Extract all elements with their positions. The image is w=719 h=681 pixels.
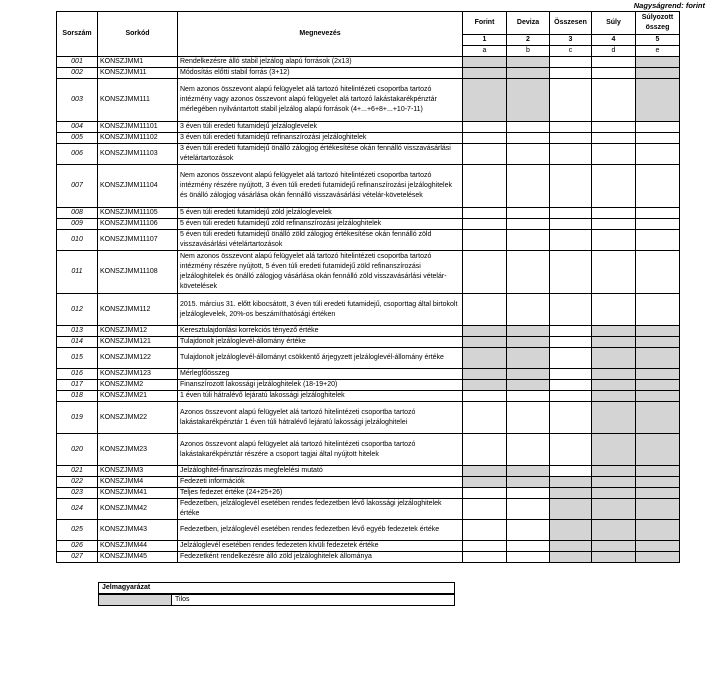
value-cell[interactable] — [463, 208, 507, 219]
table-row — [57, 499, 680, 520]
row-code: KONSZJMM11101 — [98, 122, 178, 133]
value-cell — [592, 434, 636, 466]
value-cell — [550, 477, 592, 488]
value-cell[interactable] — [636, 165, 680, 208]
header-num-2: 2 — [507, 35, 550, 46]
value-cell — [636, 337, 680, 348]
value-cell — [463, 466, 507, 477]
row-code: KONSZJMM121 — [98, 337, 178, 348]
row-description: Keresztulajdonlási korrekciós tényező értéke — [178, 326, 463, 337]
value-cell — [507, 477, 550, 488]
row-description: 1 éven túli hátralévő lejáratú lakossági jelzáloghitelek — [178, 391, 463, 402]
value-cell — [592, 499, 636, 520]
value-cell[interactable] — [550, 326, 592, 337]
row-number: 003 — [57, 79, 98, 122]
row-code: KONSZJMM45 — [98, 552, 178, 563]
header-num-3: 3 — [550, 35, 592, 46]
row-description: 2015. március 31. előtt kibocsátott, 3 éven túli eredeti futamidejű, csoporttag által birtokolt jelzáloglevelek, 20%-os beszámíthatósági értéken — [178, 294, 463, 326]
header-letter-1: a — [463, 46, 507, 57]
row-code: KONSZJMM23 — [98, 434, 178, 466]
row-code: KONSZJMM12 — [98, 326, 178, 337]
value-cell[interactable] — [463, 402, 507, 434]
table-row — [57, 391, 680, 402]
value-cell[interactable] — [550, 369, 592, 380]
row-number: 026 — [57, 541, 98, 552]
value-cell[interactable] — [592, 144, 636, 165]
row-code: KONSZJMM44 — [98, 541, 178, 552]
value-cell[interactable] — [463, 251, 507, 294]
value-cell[interactable] — [550, 133, 592, 144]
row-number: 015 — [57, 348, 98, 369]
row-description: Tulajdonolt jelzáloglevél-állományt csökkentő árjegyzett jelzáloglevél-állomány értéke — [178, 348, 463, 369]
value-cell[interactable] — [592, 57, 636, 68]
value-cell — [507, 57, 550, 68]
value-cell — [463, 477, 507, 488]
row-description: 5 éven túli eredeti futamidejű zöld refinanszírozási jelzáloghitelek — [178, 219, 463, 230]
value-cell — [592, 477, 636, 488]
value-cell — [636, 391, 680, 402]
value-cell[interactable] — [507, 488, 550, 499]
value-cell — [636, 68, 680, 79]
row-description: Nem azonos összevont alapú felügyelet alá tartozó hitelintézeti csoportba tartozó intézmény vagy azonos összevont alapú felügyelet alá tartozó lakástakarékpénztár mérlegében nyilvántartott stabil jelzálog alapú források (4+...+6+8+...+10-7-11) — [178, 79, 463, 122]
value-cell — [636, 57, 680, 68]
value-cell — [507, 79, 550, 122]
row-description: Azonos összevont alapú felügyelet alá tartozó hitelintézeti csoportba tartozó lakástakarékpénztár 1 éven túli hátralévő lejáratú lakossági jelzáloghitelei — [178, 402, 463, 434]
value-cell — [592, 326, 636, 337]
row-number: 005 — [57, 133, 98, 144]
row-code: KONSZJMM11106 — [98, 219, 178, 230]
value-cell — [592, 348, 636, 369]
value-cell[interactable] — [507, 434, 550, 466]
value-cell — [636, 520, 680, 541]
row-description: 3 éven túli eredeti futamidejű refinanszírozási jelzáloghitelek — [178, 133, 463, 144]
row-description: Nem azonos összevont alapú felügyelet alá tartozó hitelintézeti csoportba tartozó intézmény részére nyújtott, 5 éven túli eredeti futamidejű zöld refinanszírozási jelzáloghitelek és önálló zálogjog vásárlása okán fennálló zöld visszavásárlási vételár-követelések — [178, 251, 463, 294]
value-cell — [463, 68, 507, 79]
row-code: KONSZJMM43 — [98, 520, 178, 541]
value-cell — [636, 499, 680, 520]
legend-title: Jelmagyarázat — [99, 583, 455, 595]
table-row — [57, 133, 680, 144]
value-cell[interactable] — [550, 348, 592, 369]
value-cell[interactable] — [550, 219, 592, 230]
row-number: 017 — [57, 380, 98, 391]
value-cell — [636, 380, 680, 391]
row-code: KONSZJMM41 — [98, 488, 178, 499]
value-cell[interactable] — [550, 466, 592, 477]
value-cell — [507, 326, 550, 337]
value-cell[interactable] — [592, 133, 636, 144]
row-number: 023 — [57, 488, 98, 499]
value-cell — [592, 541, 636, 552]
row-code: KONSZJMM11107 — [98, 230, 178, 251]
value-cell — [592, 552, 636, 563]
value-cell[interactable] — [550, 391, 592, 402]
row-number: 027 — [57, 552, 98, 563]
value-cell — [463, 57, 507, 68]
value-cell — [592, 369, 636, 380]
value-cell — [463, 79, 507, 122]
header-sorszam: Sorszám — [57, 12, 98, 57]
value-cell[interactable] — [463, 434, 507, 466]
table-row — [57, 369, 680, 380]
value-cell[interactable] — [507, 520, 550, 541]
value-cell[interactable] — [463, 294, 507, 326]
value-cell[interactable] — [463, 219, 507, 230]
value-cell — [463, 369, 507, 380]
value-cell — [550, 541, 592, 552]
row-code: KONSZJMM21 — [98, 391, 178, 402]
value-cell — [636, 552, 680, 563]
row-description: 3 éven túli eredeti futamidejű jelzáloglevelek — [178, 122, 463, 133]
header-letter-4: d — [592, 46, 636, 57]
row-code: KONSZJMM22 — [98, 402, 178, 434]
row-description: 3 éven túli eredeti futamidejű önálló zálogjog értékesítése okán fennálló visszavásárlási vételártartozások — [178, 144, 463, 165]
row-code: KONSZJMM11103 — [98, 144, 178, 165]
header-letter-2: b — [507, 46, 550, 57]
row-description: Fedezetként rendelkezésre álló zöld jelzáloghitelek állománya — [178, 552, 463, 563]
value-cell[interactable] — [463, 520, 507, 541]
value-cell[interactable] — [550, 294, 592, 326]
row-number: 007 — [57, 165, 98, 208]
value-cell — [507, 369, 550, 380]
value-cell[interactable] — [463, 391, 507, 402]
value-cell[interactable] — [507, 391, 550, 402]
table-row — [57, 68, 680, 79]
value-cell — [507, 337, 550, 348]
row-number: 019 — [57, 402, 98, 434]
header-col-5: Súlyozott összeg — [636, 12, 680, 35]
value-cell[interactable] — [507, 165, 550, 208]
value-cell[interactable] — [507, 208, 550, 219]
row-number: 009 — [57, 219, 98, 230]
value-cell[interactable] — [592, 294, 636, 326]
row-description: Fedezetben, jelzáloglevél esetében rendes fedezetben lévő egyéb fedezetek értéke — [178, 520, 463, 541]
row-code: KONSZJMM111 — [98, 79, 178, 122]
row-number: 025 — [57, 520, 98, 541]
table-row — [57, 402, 680, 434]
row-number: 016 — [57, 369, 98, 380]
row-description: 5 éven túli eredeti futamidejű önálló zöld zálogjog értékesítése okán fennálló zöld visszavásárlási vételártartozások — [178, 230, 463, 251]
value-cell[interactable] — [463, 499, 507, 520]
value-cell[interactable] — [507, 402, 550, 434]
value-cell[interactable] — [463, 541, 507, 552]
row-code: KONSZJMM123 — [98, 369, 178, 380]
value-cell — [636, 348, 680, 369]
value-cell — [550, 520, 592, 541]
value-cell[interactable] — [550, 79, 592, 122]
value-cell[interactable] — [463, 165, 507, 208]
table-row — [57, 230, 680, 251]
header-num-4: 4 — [592, 35, 636, 46]
value-cell — [636, 402, 680, 434]
value-cell[interactable] — [592, 230, 636, 251]
value-cell — [463, 380, 507, 391]
value-cell[interactable] — [636, 251, 680, 294]
header-col-4: Súly — [592, 12, 636, 35]
row-number: 021 — [57, 466, 98, 477]
row-number: 006 — [57, 144, 98, 165]
header-col-2: Deviza — [507, 12, 550, 35]
legend-item: Tilos — [172, 594, 455, 606]
value-cell[interactable] — [507, 230, 550, 251]
row-code: KONSZJMM2 — [98, 380, 178, 391]
value-cell — [463, 326, 507, 337]
table-row — [57, 79, 680, 122]
row-number: 002 — [57, 68, 98, 79]
value-cell — [636, 488, 680, 499]
value-cell — [636, 466, 680, 477]
value-cell[interactable] — [507, 122, 550, 133]
value-cell[interactable] — [507, 133, 550, 144]
value-cell[interactable] — [507, 219, 550, 230]
value-cell[interactable] — [550, 144, 592, 165]
row-number: 011 — [57, 251, 98, 294]
value-cell — [463, 337, 507, 348]
value-cell[interactable] — [550, 165, 592, 208]
value-cell — [592, 488, 636, 499]
value-cell[interactable] — [592, 165, 636, 208]
row-number: 020 — [57, 434, 98, 466]
value-cell — [636, 434, 680, 466]
row-description: Jelzáloghitel-finanszírozás megfelelési mutató — [178, 466, 463, 477]
value-cell — [507, 348, 550, 369]
header-num-1: 1 — [463, 35, 507, 46]
row-code: KONSZJMM3 — [98, 466, 178, 477]
value-cell[interactable] — [592, 219, 636, 230]
legend — [98, 582, 455, 606]
value-cell[interactable] — [550, 251, 592, 294]
table-row — [57, 337, 680, 348]
header-col-3: Összesen — [550, 12, 592, 35]
value-cell[interactable] — [636, 122, 680, 133]
row-code: KONSZJMM11108 — [98, 251, 178, 294]
table-row — [57, 348, 680, 369]
row-description: Tulajdonolt jelzáloglevél-állomány értéke — [178, 337, 463, 348]
table-row — [57, 165, 680, 208]
value-cell[interactable] — [550, 434, 592, 466]
row-code: KONSZJMM122 — [98, 348, 178, 369]
value-cell[interactable] — [636, 294, 680, 326]
row-number: 022 — [57, 477, 98, 488]
row-description: Fedezetben, jelzáloglevél esetében rendes fedezetben lévő lakossági jelzáloghitelek értéke — [178, 499, 463, 520]
row-code: KONSZJMM42 — [98, 499, 178, 520]
header-megnevezes: Megnevezés — [178, 12, 463, 57]
table-row — [57, 122, 680, 133]
value-cell[interactable] — [550, 208, 592, 219]
value-cell — [636, 79, 680, 122]
row-number: 001 — [57, 57, 98, 68]
table-row — [57, 294, 680, 326]
value-cell[interactable] — [550, 122, 592, 133]
table-row — [57, 488, 680, 499]
row-number: 008 — [57, 208, 98, 219]
value-cell — [550, 499, 592, 520]
row-number: 024 — [57, 499, 98, 520]
value-cell[interactable] — [507, 251, 550, 294]
table-row — [57, 219, 680, 230]
table-row — [57, 144, 680, 165]
value-cell — [507, 466, 550, 477]
value-cell — [463, 348, 507, 369]
header-col-1: Forint — [463, 12, 507, 35]
row-description: Teljes fedezet értéke (24+25+26) — [178, 488, 463, 499]
value-cell — [507, 380, 550, 391]
row-description: Rendelkezésre álló stabil jelzálog alapú források (2x13) — [178, 57, 463, 68]
value-cell — [636, 369, 680, 380]
report-table — [56, 11, 680, 563]
value-cell[interactable] — [507, 144, 550, 165]
header-letter-3: c — [550, 46, 592, 57]
value-cell — [507, 68, 550, 79]
value-cell[interactable] — [636, 144, 680, 165]
value-cell[interactable] — [592, 68, 636, 79]
value-cell — [592, 520, 636, 541]
value-cell — [592, 380, 636, 391]
row-code: KONSZJMM112 — [98, 294, 178, 326]
row-code: KONSZJMM1 — [98, 57, 178, 68]
value-cell — [636, 541, 680, 552]
row-description: 5 éven túli eredeti futamidejű zöld jelzáloglevelek — [178, 208, 463, 219]
value-cell[interactable] — [550, 230, 592, 251]
value-cell — [550, 488, 592, 499]
value-cell[interactable] — [507, 294, 550, 326]
value-cell[interactable] — [550, 380, 592, 391]
row-code: KONSZJMM11104 — [98, 165, 178, 208]
value-cell — [592, 402, 636, 434]
row-code: KONSZJMM4 — [98, 477, 178, 488]
value-cell[interactable] — [463, 144, 507, 165]
table-row — [57, 520, 680, 541]
value-cell — [592, 466, 636, 477]
row-description: Nem azonos összevont alapú felügyelet alá tartozó hitelintézeti csoportba tartozó intézmény részére nyújtott, 3 éven túli eredeti futamidejű refinanszírozási jelzáloghitelek és önálló zálogjog vásárlása okán fennálló visszavásárlási vételár-követelések — [178, 165, 463, 208]
table-row — [57, 552, 680, 563]
row-description: Jelzáloglevél esetében rendes fedezeten kívüli fedezetek értéke — [178, 541, 463, 552]
table-row — [57, 541, 680, 552]
value-cell[interactable] — [550, 57, 592, 68]
table-row — [57, 57, 680, 68]
table-row — [57, 434, 680, 466]
table-row — [57, 477, 680, 488]
value-cell — [592, 337, 636, 348]
value-cell — [592, 391, 636, 402]
value-cell[interactable] — [636, 208, 680, 219]
value-cell[interactable] — [507, 552, 550, 563]
row-number: 004 — [57, 122, 98, 133]
value-cell[interactable] — [592, 251, 636, 294]
row-number: 013 — [57, 326, 98, 337]
row-description: Mérlegfőösszeg — [178, 369, 463, 380]
value-cell[interactable] — [550, 68, 592, 79]
table-row — [57, 380, 680, 391]
row-description: Finanszírozott lakossági jelzáloghitelek (18-19+20) — [178, 380, 463, 391]
value-cell[interactable] — [463, 122, 507, 133]
row-code: KONSZJMM11102 — [98, 133, 178, 144]
row-description: Módosítás előtti stabil forrás (3+12) — [178, 68, 463, 79]
row-description: Fedezeti információk — [178, 477, 463, 488]
row-number: 012 — [57, 294, 98, 326]
row-code: KONSZJMM11105 — [98, 208, 178, 219]
row-number: 018 — [57, 391, 98, 402]
table-row — [57, 208, 680, 219]
value-cell[interactable] — [550, 402, 592, 434]
unit-label: Nagyságrend: forint — [633, 1, 705, 10]
row-number: 014 — [57, 337, 98, 348]
header-letter-5: e — [636, 46, 680, 57]
value-cell[interactable] — [636, 230, 680, 251]
value-cell — [636, 477, 680, 488]
value-cell — [636, 326, 680, 337]
table-row — [57, 326, 680, 337]
row-description: Azonos összevont alapú felügyelet alá tartozó hitelintézeti csoportba tartozó lakástakarékpénztár részére a csoport tagjai által nyújtott hitelek — [178, 434, 463, 466]
value-cell[interactable] — [463, 230, 507, 251]
value-cell[interactable] — [592, 122, 636, 133]
value-cell[interactable] — [507, 541, 550, 552]
value-cell[interactable] — [592, 79, 636, 122]
table-row — [57, 251, 680, 294]
value-cell[interactable] — [507, 499, 550, 520]
header-sorkod: Sorkód — [98, 12, 178, 57]
value-cell[interactable] — [636, 219, 680, 230]
header-num-5: 5 — [636, 35, 680, 46]
row-number: 010 — [57, 230, 98, 251]
value-cell[interactable] — [550, 337, 592, 348]
value-cell[interactable] — [463, 552, 507, 563]
value-cell[interactable] — [463, 488, 507, 499]
value-cell — [550, 552, 592, 563]
row-code: KONSZJMM11 — [98, 68, 178, 79]
legend-swatch — [99, 594, 172, 606]
value-cell[interactable] — [636, 133, 680, 144]
value-cell[interactable] — [463, 133, 507, 144]
table-row — [57, 466, 680, 477]
value-cell[interactable] — [592, 208, 636, 219]
